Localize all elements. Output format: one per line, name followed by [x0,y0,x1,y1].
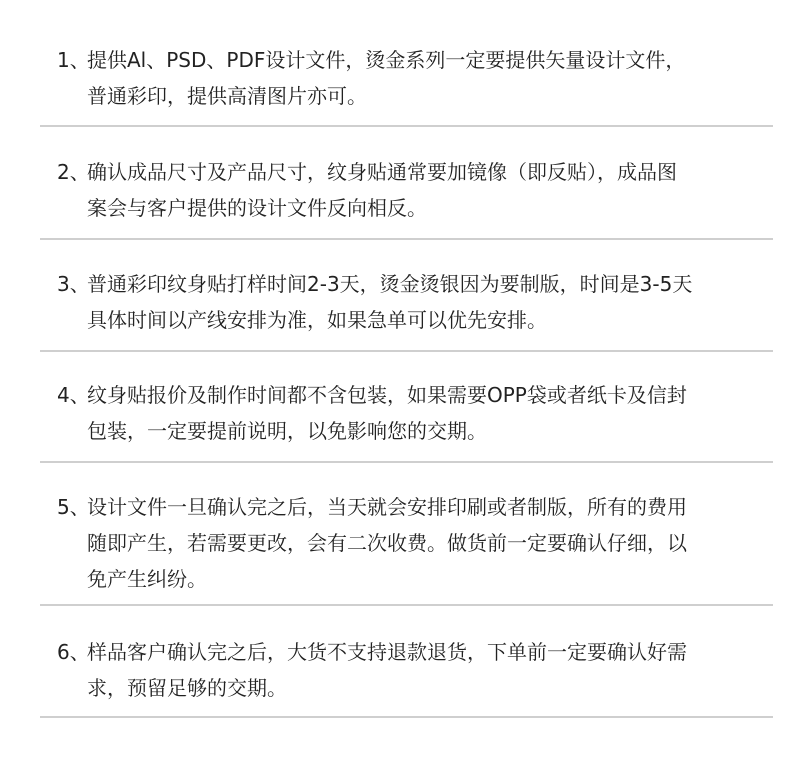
notice-line [57,266,757,302]
item-number: 6、 [57,640,90,664]
notice-item-6 [57,634,757,706]
item-number: 4、 [57,383,90,407]
item-text: 纹身贴报价及制作时间都不含包装，如果需要OPP袋或者纸卡及信封 [87,383,687,407]
item-number: 5、 [57,495,90,519]
notice-line [57,42,757,78]
notice-item-2 [57,154,757,226]
item-number: 2、 [57,160,90,184]
item-text: 确认成品尺寸及产品尺寸，纹身贴通常要加镜像（即反贴），成品图 [87,160,677,184]
notice-line: 具体时间以产线安排为准，如果急单可以优先安排。 [87,308,547,332]
divider [40,238,773,240]
notice-line: 包装，一定要提前说明，以免影响您的交期。 [87,419,487,443]
item-number: 1、 [57,48,90,72]
divider [40,125,773,127]
notice-line [57,489,757,525]
item-text: 样品客户确认完之后，大货不支持退款退货，下单前一定要确认好需 [87,640,687,664]
notice-item-5 [57,489,757,597]
notice-line: 免产生纠纷。 [87,567,207,591]
notice-line: 求，预留足够的交期。 [87,676,287,700]
notice-line [57,634,757,670]
notice-line: 普通彩印，提供高清图片亦可。 [87,84,367,108]
notice-line: 随即产生，若需要更改，会有二次收费。做货前一定要确认仔细，以 [87,531,687,555]
notice-line: 案会与客户提供的设计文件反向相反。 [87,196,427,220]
divider [40,716,773,718]
item-text: 普通彩印纹身贴打样时间2-3天，烫金烫银因为要制版，时间是3-5天 [87,272,693,296]
divider [40,350,773,352]
notice-item-4 [57,377,757,449]
item-number: 3、 [57,272,90,296]
notice-line [57,377,757,413]
item-text: 设计文件一旦确认完之后，当天就会安排印刷或者制版，所有的费用 [87,495,687,519]
notice-item-3 [57,266,757,338]
item-text: 提供Al、PSD、PDF设计文件，烫金系列一定要提供矢量设计文件， [87,48,686,72]
notice-line [57,154,757,190]
divider [40,604,773,606]
notice-item-1 [57,42,757,114]
divider [40,461,773,463]
